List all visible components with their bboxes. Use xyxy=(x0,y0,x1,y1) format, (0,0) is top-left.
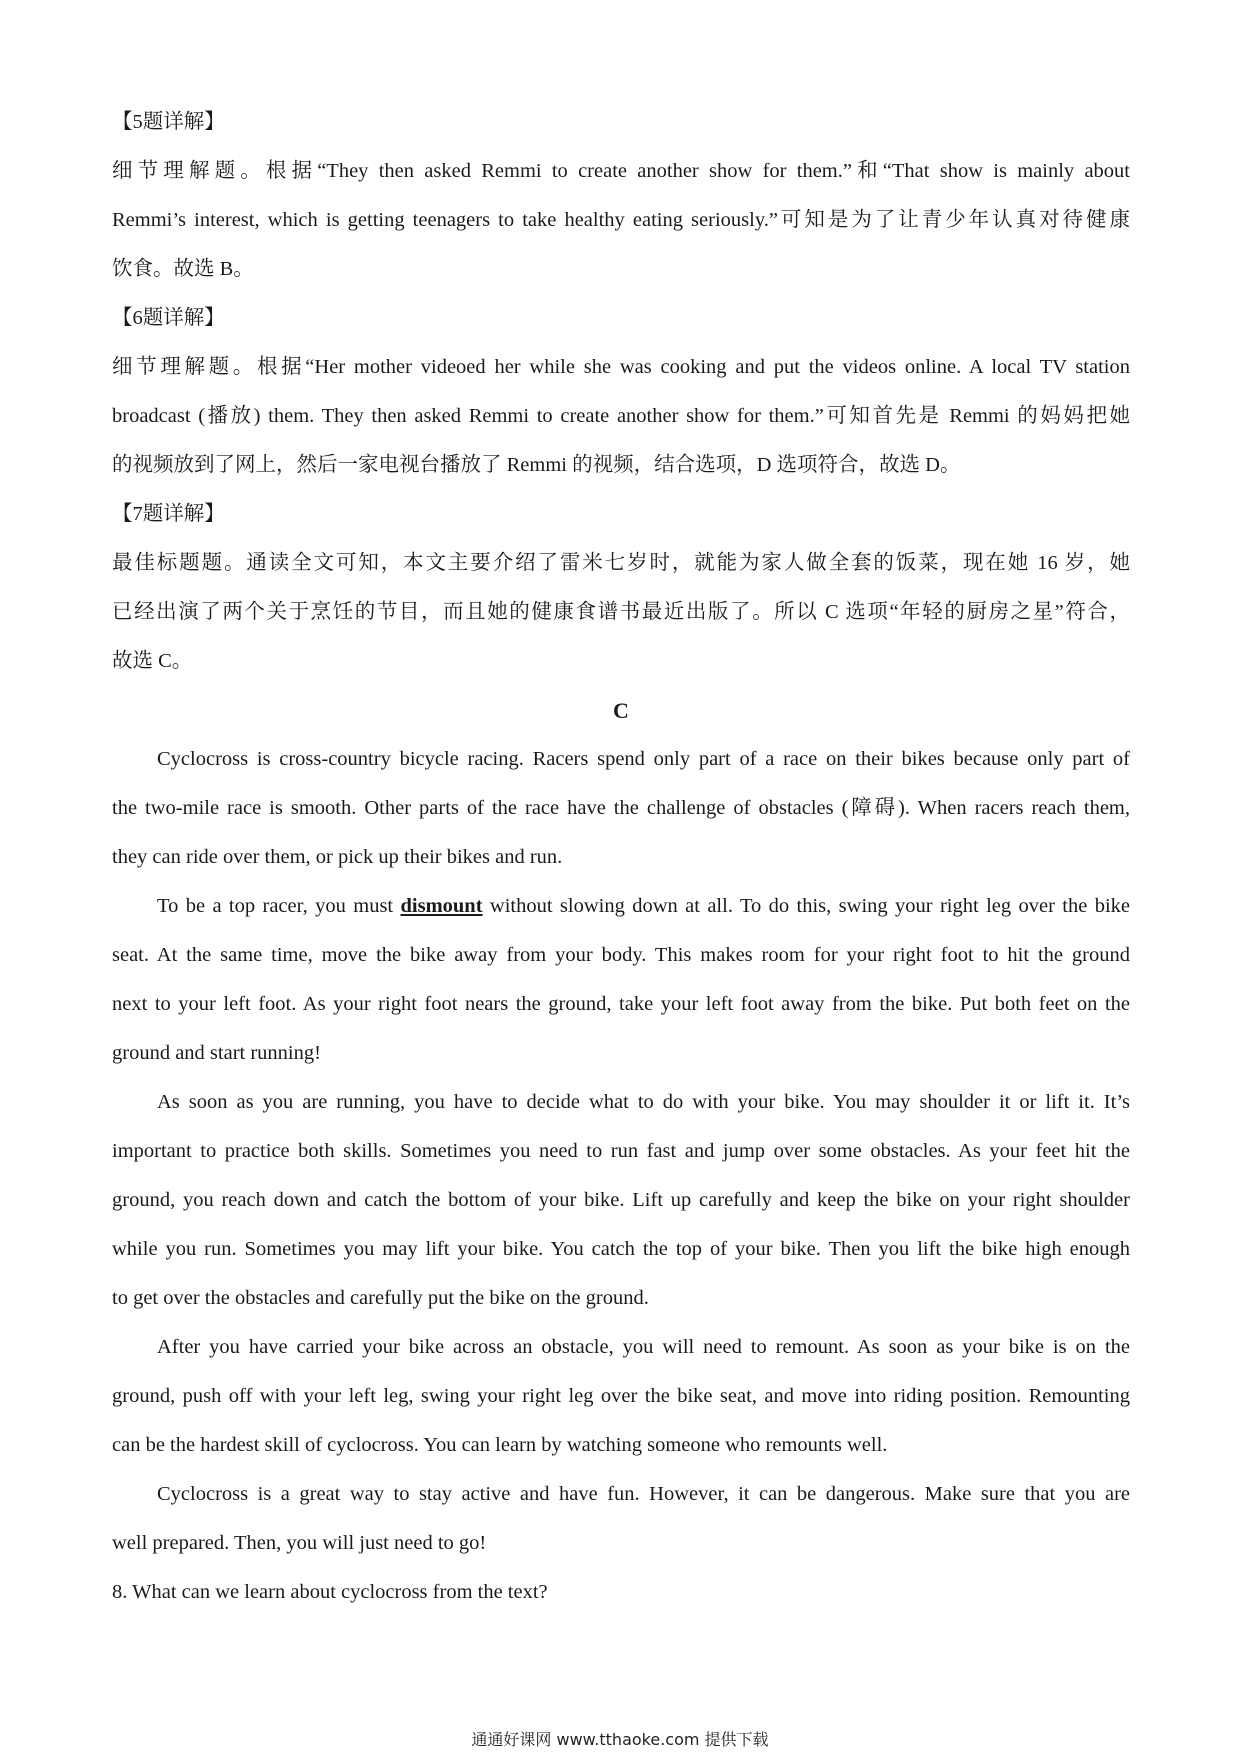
explanation-7-heading: 【7题详解】 xyxy=(112,503,225,525)
paragraph-line: seat. At the same time, move the bike away from your body. This makes room for your right foot to hit the ground xyxy=(112,944,1130,966)
paragraph-text: To be a top racer, you must xyxy=(157,895,401,917)
explanation-6-line-2: broadcast (播放) them. They then asked Remmi to create another show for them.”可知首先是 Remmi 的妈妈把她 xyxy=(112,405,1130,427)
explanation-6-line-1: 细节理解题。根据“Her mother videoed her while she was cooking and put the videos online. A local TV station xyxy=(112,356,1130,378)
paragraph-text: without slowing down at all. To do this, swing your right leg over the bike xyxy=(482,895,1131,917)
paragraph-line-with-keyword xyxy=(112,882,1130,931)
paragraph-line: can be the hardest skill of cyclocross. You can learn by watching someone who remounts well. xyxy=(112,1434,888,1456)
explanation-6-heading: 【6题详解】 xyxy=(112,307,225,329)
paragraph-line: ground, you reach down and catch the bottom of your bike. Lift up carefully and keep the bike on your right shoulder xyxy=(112,1189,1130,1211)
explanation-6-line-3: 的视频放到了网上，然后一家电视台播放了 Remmi 的视频，结合选项，D 选项符合，故选 D。 xyxy=(112,454,961,476)
explanation-5-line-1: 细节理解题。根据“They then asked Remmi to create another show for them.”和“That show is mainly about xyxy=(112,160,1130,182)
explanation-7-line-3: 故选 C。 xyxy=(112,650,193,672)
paragraph-line: ground, push off with your left leg, swing your right leg over the bike seat, and move into riding position. Remounting xyxy=(112,1385,1130,1407)
paragraph-line: As soon as you are running, you have to decide what to do with your bike. You may shoulder it or lift it. It’s xyxy=(157,1091,1130,1113)
paragraph-line: while you run. Sometimes you may lift your bike. You catch the top of your bike. Then you lift the bike high enough xyxy=(112,1238,1130,1260)
paragraph-line: well prepared. Then, you will just need to go! xyxy=(112,1532,487,1554)
paragraph-line: Cyclocross is a great way to stay active and have fun. However, it can be dangerous. Make sure that you are xyxy=(157,1483,1130,1505)
page-footer: 通通好课网 www.tthaoke.com 提供下载 xyxy=(471,1730,769,1749)
paragraph-line: the two-mile race is smooth. Other parts of the race have the challenge of obstacles (障碍). When racers reach them, xyxy=(112,797,1130,819)
explanation-7-line-2: 已经出演了两个关于烹饪的节目，而且她的健康食谱书最近出版了。所以 C 选项“年轻的厨房之星”符合， xyxy=(112,601,1130,623)
paragraph-line: After you have carried your bike across an obstacle, you will need to remount. As soon as your bike is on the xyxy=(157,1336,1130,1358)
passage-paragraph-3 xyxy=(112,1078,1130,1323)
passage-paragraph-4 xyxy=(112,1323,1130,1470)
paragraph-line: important to practice both skills. Sometimes you need to run fast and jump over some obstacles. As your feet hit the xyxy=(112,1140,1130,1162)
passage-paragraph-1 xyxy=(112,735,1130,882)
question-8: 8. What can we learn about cyclocross from the text? xyxy=(112,1581,548,1603)
paragraph-line: they can ride over them, or pick up their bikes and run. xyxy=(112,846,563,868)
passage-paragraph-2 xyxy=(112,882,1130,1078)
explanation-7-line-1: 最佳标题题。通读全文可知，本文主要介绍了雷米七岁时，就能为家人做全套的饭菜，现在她 16 岁，她 xyxy=(112,552,1130,574)
passage-title: C xyxy=(613,698,629,723)
paragraph-line: Cyclocross is cross-country bicycle racing. Racers spend only part of a race on their bikes because only part of xyxy=(157,748,1130,770)
keyword-dismount: dismount xyxy=(400,895,483,917)
paragraph-line: ground and start running! xyxy=(112,1042,321,1064)
document-page xyxy=(112,98,1130,1617)
paragraph-line: to get over the obstacles and carefully put the bike on the ground. xyxy=(112,1287,649,1309)
explanation-5-heading: 【5题详解】 xyxy=(112,111,225,133)
passage-paragraph-5 xyxy=(112,1470,1130,1568)
explanation-5-line-3: 饮食。故选 B。 xyxy=(112,258,254,280)
paragraph-line: next to your left foot. As your right foot nears the ground, take your left foot away from the bike. Put both feet on the xyxy=(112,993,1130,1015)
explanation-5-line-2: Remmi’s interest, which is getting teenagers to take healthy eating seriously.”可知是为了让青少年认真对待健康 xyxy=(112,209,1130,231)
